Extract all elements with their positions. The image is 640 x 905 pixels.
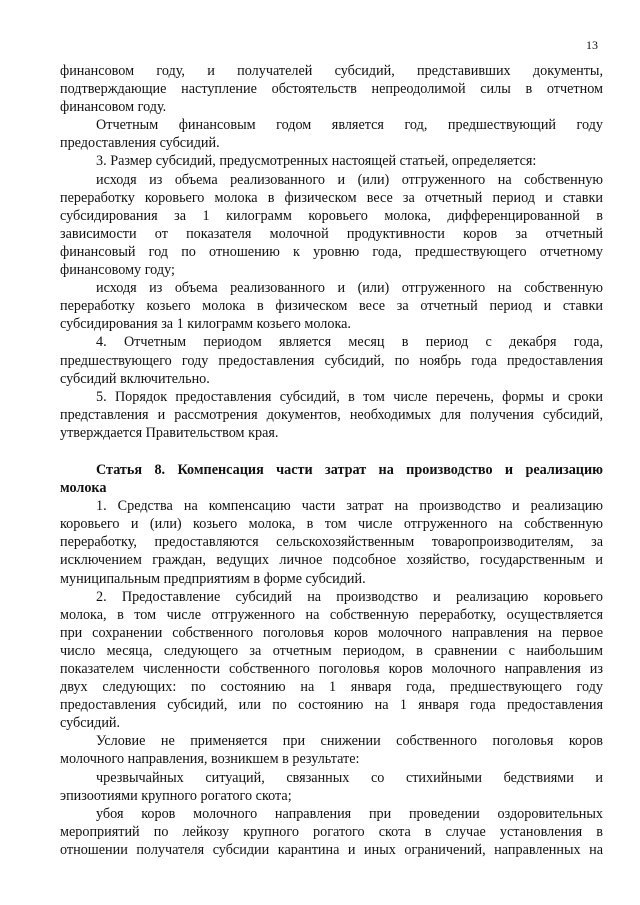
section-gap — [60, 442, 603, 461]
text-line: молочного направления, возникшем в результате: — [60, 751, 360, 768]
page-number: 13 — [586, 38, 598, 52]
text-line: предоставления субсидий. — [60, 135, 220, 152]
article-heading-line: молока — [60, 480, 107, 497]
text-line: 1. Средства на компенсацию части затрат на производство и реализацию — [96, 498, 603, 515]
text-line: субсидирования за 1 килограмм козьего молока. — [60, 316, 351, 333]
document-body — [60, 62, 603, 859]
text-line: предшествующего году предоставления субсидий, по ноябрь года предоставления — [60, 352, 603, 369]
text-line: финансовый год по отношению к уровню года, предшествующего отчетному — [60, 243, 603, 260]
text-line: мероприятий по лейкозу крупного рогатого скота в случае установления в — [60, 823, 603, 840]
text-line: финансовому году; — [60, 262, 175, 279]
text-line: переработку коровьего молока в физическом весе за отчетный период и ставки — [60, 189, 603, 206]
text-line: исходя из объема реализованного и (или) отгруженного на собственную — [96, 280, 603, 297]
text-line: подтверждающие наступление обстоятельств непреодолимой силы в отчетном — [60, 81, 603, 98]
article-heading-line: Статья 8. Компенсация части затрат на производство и реализацию — [96, 461, 603, 478]
text-line: 2. Предоставление субсидий на производство и реализацию коровьего — [96, 588, 603, 605]
text-line: двух следующих: по состоянию на 1 января года, предшествующего году — [60, 679, 603, 696]
text-line: Отчетным финансовым годом является год, предшествующий году — [96, 117, 603, 134]
text-line: предоставления субсидий, или по состоянию на 1 января года предоставления — [60, 697, 603, 714]
text-line: показателем численности собственного поголовья коров молочного направления из — [60, 661, 603, 677]
text-line: 3. Размер субсидий, предусмотренных настоящей статьей, определяется: — [96, 153, 537, 170]
text-line: финансовом году. — [60, 99, 167, 116]
text-line: субсидирования за 1 килограмм коровьего молока, дифференцированной в — [60, 207, 603, 224]
text-line: зависимости от показателя молочной продуктивности коров за отчетный — [60, 225, 603, 242]
text-line: отношении получателя субсидии карантина и иных ограничений, направленных на — [60, 841, 603, 858]
text-line: субсидий включительно. — [60, 370, 210, 387]
text-line: субсидий. — [60, 715, 121, 732]
text-line: утверждается Правительством края. — [60, 424, 279, 441]
text-line: переработку, предоставляются сельскохозяйственным товаропроизводителям, за — [60, 534, 603, 551]
text-line: муниципальным предприятиям в форме субсидий. — [60, 570, 366, 587]
text-line: при сохранении собственного поголовья коров молочного направления на первое — [60, 624, 603, 641]
text-line: эпизоотиями крупного рогатого скота; — [60, 787, 292, 804]
text-line: убоя коров молочного направления при проведении оздоровительных — [96, 805, 603, 822]
text-line: исходя из объема реализованного и (или) отгруженного на собственную — [96, 171, 603, 188]
text-line: 4. Отчетным периодом является месяц в период с декабря года, — [96, 334, 603, 351]
text-line: переработку козьего молока в физическом весе за отчетный период и ставки — [60, 298, 603, 315]
text-line: число месяца, следующего за отчетным периодом, в сравнении с наибольшим — [60, 642, 603, 659]
text-line: Условие не применяется при снижении собственного поголовья коров — [96, 733, 603, 750]
text-line: представления и рассмотрения документов, необходимых для получения субсидий, — [60, 406, 603, 423]
text-line: коровьего и (или) козьего молока, в том числе отгруженного на собственную — [60, 516, 603, 533]
text-line: исключением граждан, ведущих личное подсобное хозяйство, государственным и — [60, 552, 603, 569]
text-line: финансовом году, и получателей субсидий, представивших документы, — [60, 63, 603, 79]
text-line: молока, в том числе отгруженного на собственную переработку, осуществляется — [60, 606, 603, 623]
text-line: 5. Порядок предоставления субсидий, в том числе перечень, формы и сроки — [96, 388, 603, 405]
text-line: чрезвычайных ситуаций, связанных со стихийными бедствиями и — [96, 769, 603, 786]
